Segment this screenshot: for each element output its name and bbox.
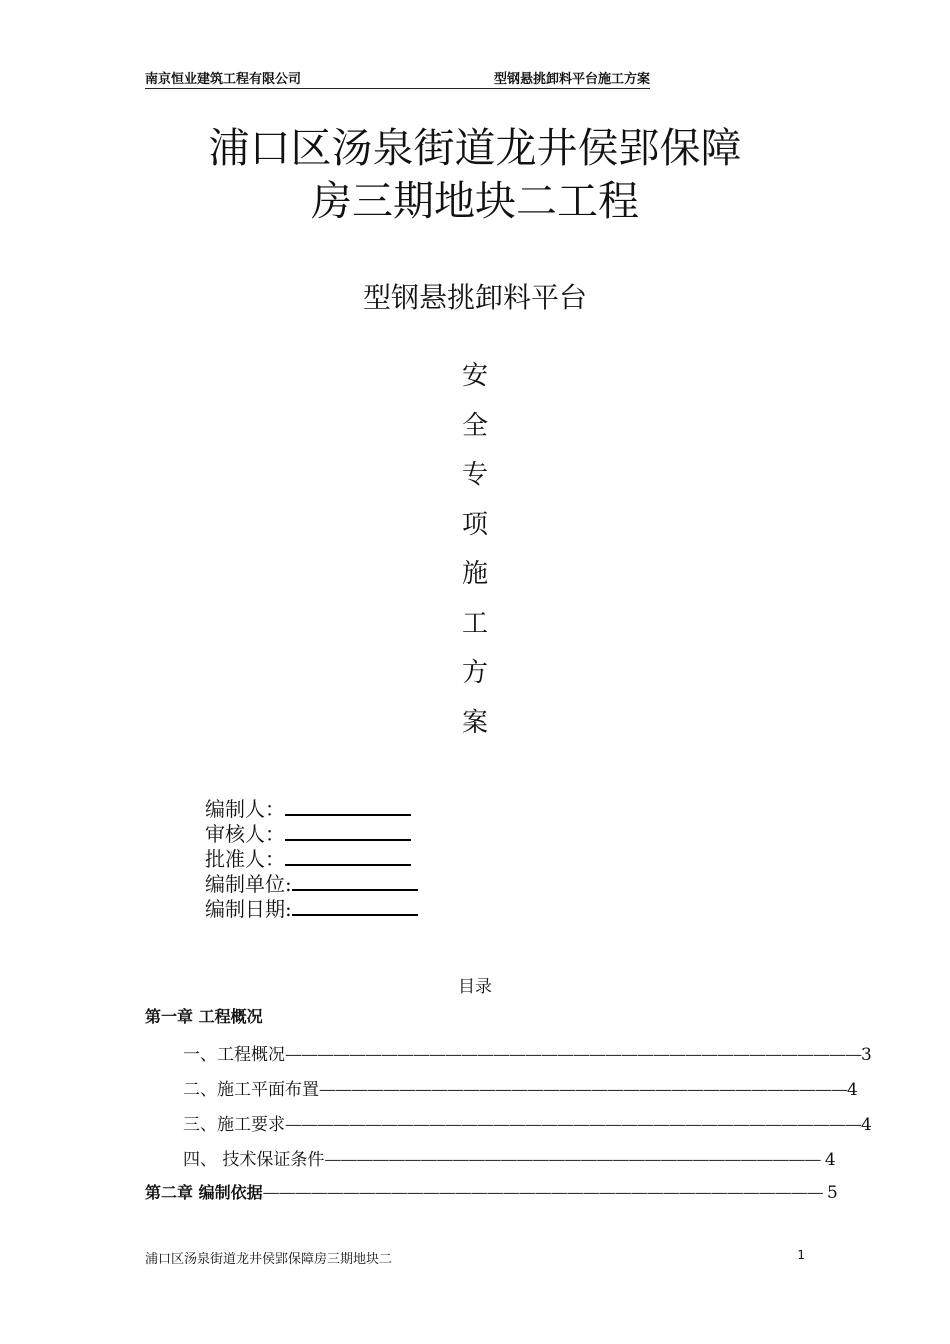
toc-item-page: 3 — [861, 1045, 872, 1065]
toc-leader: ——————————————————————————————— — [324, 1150, 825, 1170]
vertical-char: 项 — [461, 509, 488, 540]
signature-line — [285, 850, 411, 866]
header-company: 南京恒业建筑工程有限公司 — [145, 72, 302, 87]
document-subtitle: 型钢悬挑卸料平台 — [362, 281, 587, 314]
document-title — [0, 122, 950, 228]
vertical-char: 施 — [461, 559, 488, 589]
toc-item-page: 4 — [824, 1150, 836, 1170]
signoff-label: 编制日期: — [205, 897, 292, 921]
signoff-label: 批准人： — [205, 847, 285, 871]
vertical-char: 方 — [461, 658, 488, 688]
vertical-char: 安 — [461, 361, 488, 391]
toc-item-label: 四、 技术保证条件 — [183, 1150, 325, 1170]
toc-leader: ————————————————————————————————— — [319, 1080, 847, 1100]
signature-line — [292, 875, 418, 891]
signoff-unit — [205, 872, 418, 897]
toc-item[interactable] — [183, 1145, 836, 1170]
toc-item[interactable] — [183, 1075, 858, 1100]
toc-leader: ——————————————————————————————————— — [262, 1183, 827, 1203]
vertical-title — [455, 356, 495, 752]
signoff-approver — [205, 847, 418, 872]
toc-item[interactable] — [183, 1110, 872, 1135]
toc-item-label: 三、施工要求 — [183, 1115, 285, 1135]
signoff-date — [205, 897, 418, 922]
toc-leader: ———————————————————————————————————— — [285, 1045, 861, 1065]
toc-chapter-1[interactable]: 第一章 工程概况 — [145, 1007, 263, 1026]
toc-item-label: 一、工程概况 — [183, 1045, 285, 1065]
vertical-char: 专 — [461, 460, 488, 490]
vertical-char: 全 — [461, 410, 488, 441]
toc-item-label: 二、施工平面布置 — [183, 1080, 319, 1100]
toc-item-page: 5 — [826, 1183, 838, 1203]
title-line-2: 房三期地块二工程 — [311, 177, 639, 225]
page-number: 1 — [797, 1248, 805, 1262]
page-header — [145, 66, 650, 89]
signoff-label: 审核人： — [205, 822, 285, 846]
signoff-block — [205, 797, 418, 922]
toc-chapter-label: 第二章 编制依据 — [145, 1183, 263, 1202]
toc-item-page: 4 — [861, 1115, 872, 1135]
signoff-reviewer — [205, 822, 418, 847]
footer-project: 浦口区汤泉街道龙井侯郢保障房三期地块二 — [145, 1252, 393, 1267]
signature-line — [285, 800, 411, 816]
title-line-1: 浦口区汤泉街道龙井侯郢保障 — [208, 124, 742, 172]
signoff-compiler — [205, 797, 418, 822]
toc-title: 目录 — [458, 977, 492, 997]
signoff-label: 编制人： — [205, 797, 285, 821]
toc-leader: ———————————————————————————————————— — [285, 1115, 861, 1135]
header-doc-title: 型钢悬挑卸料平台施工方案 — [493, 72, 650, 87]
signoff-label: 编制单位: — [205, 872, 292, 896]
signature-line — [292, 900, 418, 916]
vertical-char: 案 — [461, 707, 488, 738]
vertical-char: 工 — [461, 608, 488, 639]
toc-item[interactable] — [183, 1040, 872, 1065]
toc-item-page: 4 — [847, 1080, 858, 1100]
signature-line — [285, 825, 411, 841]
toc-chapter-2[interactable] — [145, 1180, 838, 1203]
